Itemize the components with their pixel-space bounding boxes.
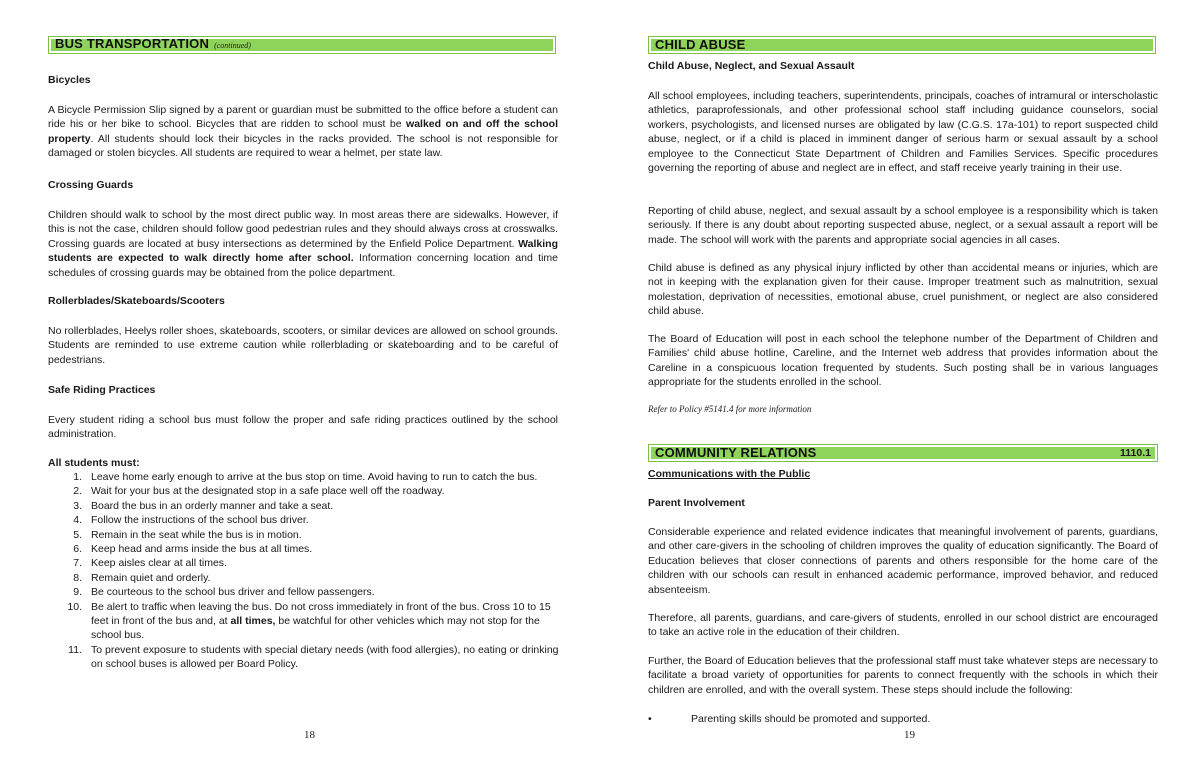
safe-riding-rules-list xyxy=(48,470,564,672)
community-relations-banner xyxy=(648,444,1158,462)
page-number-left: 18 xyxy=(304,729,315,741)
rule-item-11: 11. To prevent exposure to students with special dietary needs (with food allergies), no eating or drinking on school buses is allowed per Board Policy. xyxy=(68,643,559,671)
rule-item: 2. Wait for your bus at the designated stop in a safe place well off the roadway. xyxy=(73,485,445,498)
bicycles-heading: Bicycles xyxy=(48,74,91,86)
child-abuse-heading: Child Abuse, Neglect, and Sexual Assault xyxy=(648,60,855,72)
rule-item: 4. Follow the instructions of the school bus driver. xyxy=(73,514,309,527)
policy-code: 1110.1 xyxy=(1120,446,1151,459)
safe-riding-paragraph: Every student riding a school bus must follow the proper and safe riding practices outlined by the school administration. xyxy=(48,414,558,441)
policy-reference: Refer to Policy #5141.4 for more information xyxy=(648,404,812,414)
banner-title: CHILD ABUSE xyxy=(655,36,746,52)
child-abuse-paragraph-2: Reporting of child abuse, neglect, and sexual assault by a school employee is a responsibility which is taken seriously. If there is any doubt about reporting suspected abuse, neglect, or a sexual assault a report will be made. The school will work with the parents and appropriate social agencies in all cases. xyxy=(648,205,1158,246)
bullet-text: Parenting skills should be promoted and supported. xyxy=(691,713,931,725)
crossing-guards-heading: Crossing Guards xyxy=(48,179,134,191)
rule-item-10: 10. Be alert to traffic when leaving the bus. Do not cross immediately in front of the bus. Cross 10 to 15 feet in front of the bus and, at all times, be watchful for other vehicles which may not stop for the school bus. xyxy=(67,600,551,642)
child-abuse-paragraph-3: Child abuse is defined as any physical injury inflicted by other than accidental means or injuries, which are not in keeping with the explanation given for their cause. Improper treatment such as malnutrition, sexual molestation, deprivation of necessities, emotional abuse, cruel punishment, or neglect are also considered child abuse. xyxy=(648,262,1158,318)
rule-item: 5. Remain in the seat while the bus is in motion. xyxy=(73,528,302,541)
rule-item: 1. Leave home early enough to arrive at the bus stop on time. Avoid having to run to catch the bus. xyxy=(73,471,538,483)
rule-item: 7. Keep aisles clear at all times. xyxy=(73,557,227,570)
bullet-symbol: • xyxy=(648,713,652,725)
all-students-must-heading: All students must: xyxy=(48,457,140,469)
community-paragraph-1: Considerable experience and related evidence indicates that meaningful involvement of parents, guardians, and other care-givers in the schooling of children improves the quality of education significantly. The Board of Education believes that closer connections of parents and others responsible for the home care of the children with our schools can result in enhanced academic performance, improved behavior, and reduced absenteeism. xyxy=(648,526,1158,596)
right-page xyxy=(648,0,1158,776)
rule-item: 8. Remain quiet and orderly. xyxy=(73,571,211,584)
community-paragraph-3: Further, the Board of Education believes that the professional staff must take whatever steps are necessary to facilitate a broad variety of opportunities for parents to connect frequently with the schools in which their children are enrolled, and with the overall system. These steps should include the following: xyxy=(648,655,1158,696)
bicycles-paragraph: A Bicycle Permission Slip signed by a parent or guardian must be submitted to the office before a student can ride his or her bike to school. Bicycles that are ridden to school must be walked on and off the school property. All students should lock their bicycles in the racks provided. The school is not responsible for damaged or stolen bicycles. All students are required to wear a helmet, per state law. xyxy=(48,104,558,160)
page-number-right: 19 xyxy=(904,729,915,741)
rollerblades-paragraph: No rollerblades, Heelys roller shoes, skateboards, scooters, or similar devices are allowed on school grounds. Students are reminded to use extreme caution while rollerblading or skateboarding and to be careful of pedestrians. xyxy=(48,325,558,366)
crossing-guards-paragraph: Children should walk to school by the most direct public way. In most areas there are sidewalks. However, if this is not the case, children should follow good pedestrian rules and they should always cross at crosswalks. Crossing guards are located at busy intersections as determined by the Enfield Police Department. Walking students are expected to walk directly home after school. Information concerning location and time schedules of crossing guards may be obtained from the police department. xyxy=(48,209,559,279)
rule-item: 3. Board the bus in an orderly manner and take a seat. xyxy=(73,499,334,512)
rule-item: 9. Be courteous to the school bus driver and fellow passengers. xyxy=(73,586,375,599)
community-paragraph-2: Therefore, all parents, guardians, and care-givers of students, enrolled in our school district are encouraged to take an active role in the education of their children. xyxy=(648,612,1158,639)
left-page xyxy=(48,0,558,776)
safe-riding-heading: Safe Riding Practices xyxy=(48,384,156,396)
child-abuse-paragraph-4: The Board of Education will post in each school the telephone number of the Department of Children and Families' child abuse hotline, Careline, and the Internet web address that provides information about the Careline in a conspicuous location frequented by students. Such posting shall be in various languages appropriate for the students enrolled in the school. xyxy=(648,333,1158,389)
rule-item: 6. Keep head and arms inside the bus at all times. xyxy=(73,543,313,556)
parent-involvement-heading: Parent Involvement xyxy=(648,497,745,509)
bus-transportation-banner xyxy=(48,36,556,54)
child-abuse-paragraph-1: All school employees, including teachers, superintendents, principals, coaches of intramural or interscholastic athletics, paraprofessionals, and other professional school staff including guidance counselors, social workers, psychologists, and licensed nurses are obligated by law (C.G.S. 17a-101) to report suspected child abuse, neglect, or if a child is placed in imminent danger of serious harm or sexual assault by a school employee to the Connecticut State Department of Children and Families Services. Specific procedures governing the reporting of abuse and neglect are in effect, and staff receive yearly training in their use. xyxy=(648,90,1158,175)
rollerblades-heading: Rollerblades/Skateboards/Scooters xyxy=(48,295,225,307)
banner-subtitle: (continued) xyxy=(214,40,251,50)
child-abuse-banner xyxy=(648,36,1156,54)
banner-title: BUS TRANSPORTATION xyxy=(55,35,210,51)
banner-title: COMMUNITY RELATIONS xyxy=(655,444,817,460)
communications-subheading: Communications with the Public xyxy=(648,468,811,480)
